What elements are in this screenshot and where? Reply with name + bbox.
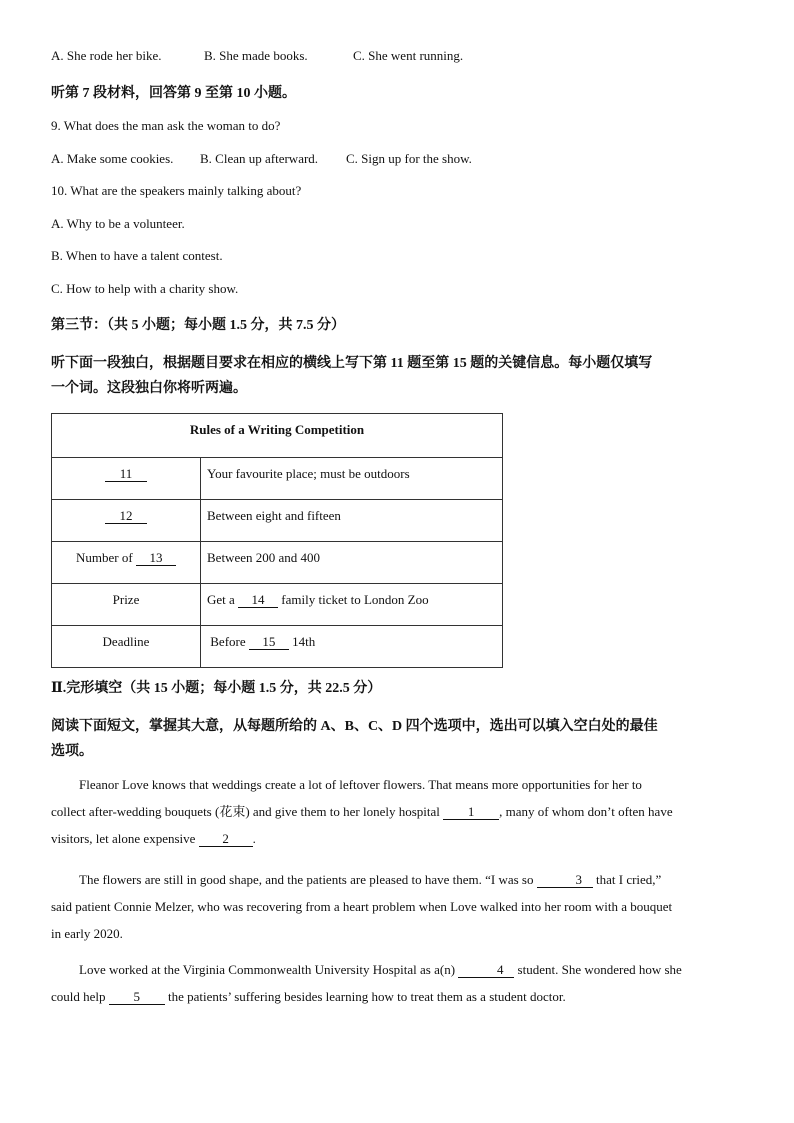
passage-line [51,866,756,893]
q8-option-c: C. She went running. [353,48,464,63]
table-cell-text: family ticket to London Zoo [281,592,429,607]
table-cell-label: Number of [76,550,133,565]
passage-text: the patients’ suffering besides learning how to treat them as a student doctor. [168,989,566,1004]
passage-text: collect after-wedding bouquets (花束) and give them to her lonely hospital [51,804,440,819]
passage-text: visitors, let alone expensive [51,831,196,846]
part3-instruction-line2: 一个词。这段独白你将听两遍。 [51,381,247,396]
table-row [52,626,503,668]
q9-option-b: B. Clean up afterward. [200,151,319,166]
q10-option-c: C. How to help with a charity show. [51,281,239,296]
passage-paragraph-1 [51,771,756,852]
passage-line [51,983,756,1010]
table-cell: Your favourite place; must be outdoors [201,458,503,500]
table-row [52,458,503,500]
table-row [52,584,503,626]
passage-line [51,798,756,825]
table-row [52,500,503,542]
table-cell-label: Prize [52,584,201,626]
q10-question: 10. What are the speakers mainly talking about? [51,183,302,198]
passage-text: student. She wondered how she [517,962,682,977]
q9-option-c: C. Sign up for the show. [346,151,472,166]
cloze-blank-3[interactable]: 3 [537,873,593,888]
passage-text: The flowers are still in good shape, and the patients are pleased to have them. “I was so [79,872,534,887]
answer-blank-14[interactable]: 14 [238,593,278,608]
answer-blank-11[interactable]: 11 [105,467,147,482]
table-cell-text: Get a [207,592,235,607]
table-cell: Between 200 and 400 [201,542,503,584]
part2-heading: Ⅱ.完形填空（共 15 小题；每小题 1.5 分，共 22.5 分） [51,681,382,696]
q9-question: 9. What does the man ask the woman to do? [51,118,281,133]
passage-line: Fleanor Love knows that weddings create a lot of leftover flowers. That means more opportunities for her to [79,777,642,792]
answer-blank-13[interactable]: 13 [136,551,176,566]
answer-blank-15[interactable]: 15 [249,635,289,650]
q8-option-a: A. She rode her bike. [51,48,162,63]
table-row [52,542,503,584]
passage-line [51,956,756,983]
part3-instruction-line1: 听下面一段独白，根据题目要求在相应的横线上写下第 11 题至第 15 题的关键信息。每小题仅填写 [51,356,653,371]
passage-text: Love worked at the Virginia Commonwealth University Hospital as a(n) [79,962,456,977]
part2-instruction-line2: 选项。 [51,744,93,759]
section7-heading: 听第 7 段材料，回答第 9 至第 10 小题。 [51,86,296,101]
rules-table [51,413,503,668]
q10-option-b: B. When to have a talent contest. [51,248,223,263]
passage-line: in early 2020. [51,926,123,941]
cloze-blank-1[interactable]: 1 [443,805,499,820]
passage-paragraph-3 [51,956,756,1010]
passage-line: visitors, let alone expensive 2 . [51,831,256,846]
passage-text: that I cried,” [596,872,662,887]
part2-instruction-line1: 阅读下面短文，掌握其大意，从每题所给的 A、B、C、D 四个选项中，选出可以填入空白处的最佳 [51,719,658,734]
passage-paragraph-2 [51,866,756,947]
q10-option-a: A. Why to be a volunteer. [51,216,185,231]
cloze-blank-5[interactable]: 5 [109,990,165,1005]
passage-text: could help [51,989,106,1004]
table-cell: Between eight and fifteen [201,500,503,542]
q8-options [51,48,463,64]
cloze-blank-4[interactable]: 4 [458,963,514,978]
cloze-blank-2[interactable]: 2 [199,832,253,847]
passage-line: said patient Connie Melzer, who was recovering from a heart problem when Love walked into her room with a bouquet [51,899,673,914]
q8-option-b: B. She made books. [204,48,308,63]
table-title: Rules of a Writing Competition [52,414,503,458]
table-cell-text: Before [210,634,246,649]
table-cell-label: Deadline [52,626,201,668]
q9-options [51,151,472,167]
answer-blank-12[interactable]: 12 [105,509,147,524]
passage-text: , many of whom don’t often have [499,804,673,819]
part3-heading: 第三节：（共 5 小题；每小题 1.5 分，共 7.5 分） [51,318,345,333]
table-cell-text: 14th [292,634,316,649]
q9-option-a: A. Make some cookies. [51,151,174,166]
